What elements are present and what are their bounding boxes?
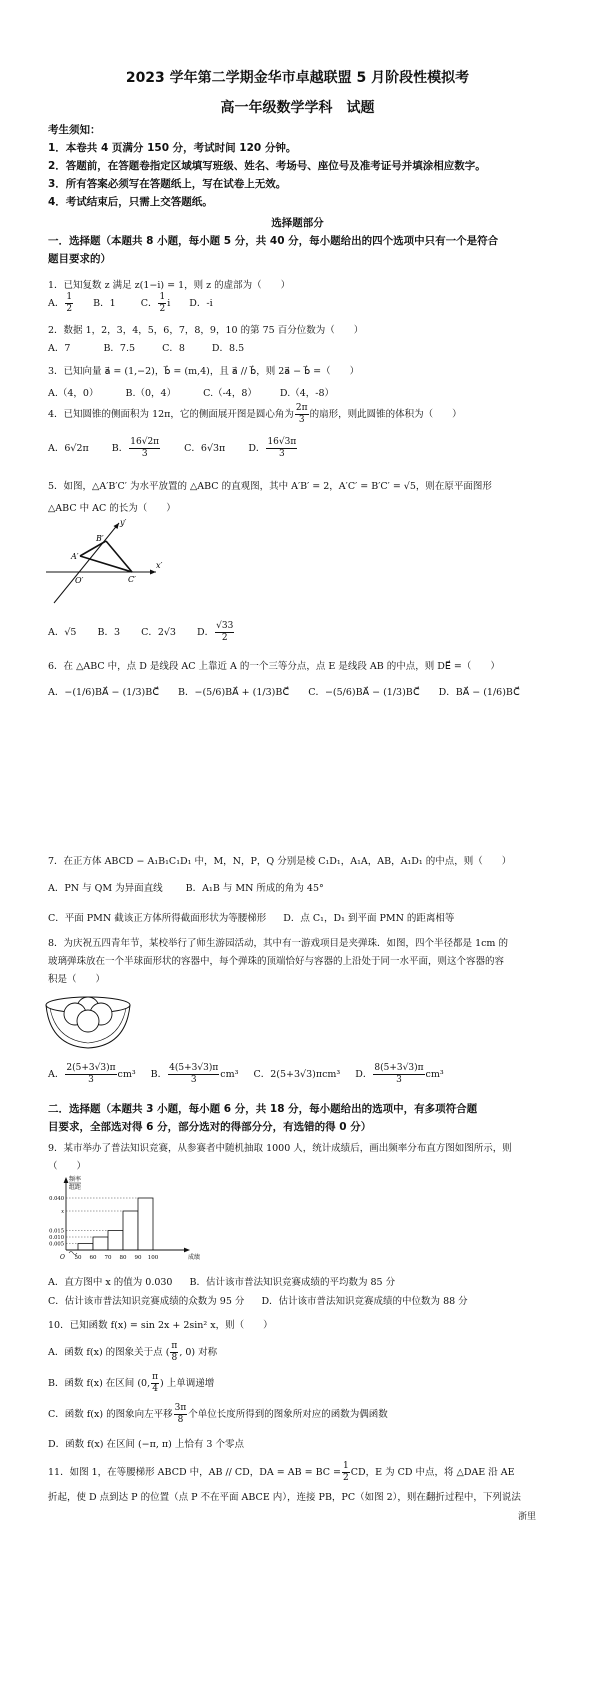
- question-7-stem: 7．在正方体 ABCD − A₁B₁C₁D₁ 中，M，N，P，Q 分别是棱 C₁D₁，A₁A，AB，A₁D₁ 的中点，则（ ）: [48, 856, 512, 867]
- question-9-options-row2: [48, 1293, 468, 1307]
- option-c: C．8: [162, 343, 185, 354]
- option-d: D． $\frac{8(5+3√3)\pi}{3}$ cm³: [355, 1063, 444, 1085]
- option-c: C．6√3π: [184, 443, 226, 454]
- question-5-options: [48, 621, 235, 644]
- option-d: D.（4，-8）: [279, 388, 335, 399]
- question-9-stem: 9．某市举办了普法知识竞赛，从参赛者中随机抽取 1000 人，统计成绩后，画出频率分布直方图如图所示，则: [48, 1143, 512, 1154]
- y-axis-arrow-icon: [64, 1177, 69, 1183]
- histogram-bar: [138, 1198, 153, 1250]
- option-b: B．3: [97, 627, 121, 638]
- option-a: A． $\frac{2(5+3√3)\pi}{3}$ cm³: [48, 1063, 136, 1085]
- histogram-bar: [108, 1231, 123, 1251]
- question-2-options: [48, 340, 244, 354]
- x-axis-arrow-icon: [150, 570, 156, 575]
- triangle-side-ac: [80, 556, 132, 572]
- option-b: B． $\frac{16√2\pi}{3}$: [111, 437, 160, 459]
- histogram-xlabel: 成绩: [188, 1254, 201, 1261]
- option-d: D． $\frac{√33}{2}$: [197, 621, 234, 643]
- option-d: D．BA⃗ − (1/6)BC⃗: [438, 687, 520, 698]
- page-footer: 浙里: [518, 1512, 537, 1522]
- part2-heading: 二．选择题（本题共 3 小题，每小题 6 分，共 18 分，每小题给出的选项中，有多项符合题: [48, 1103, 478, 1115]
- section-label: 选择题部分: [271, 217, 324, 229]
- question-2-stem: 2．数据 1，2，3，4，5，6，7，8，9，10 的第 75 百分位数为（ ）: [48, 325, 364, 336]
- histogram-y-tick: 0.010: [49, 1235, 64, 1241]
- option-b: B．−(5/6)BA⃗ + (1/3)BC⃗: [178, 687, 290, 698]
- question-9-options-row1: [48, 1274, 395, 1288]
- histogram-x-tick: 50: [74, 1255, 82, 1261]
- question-5-stem: 5．如图，△A′B′C′ 为水平放置的 △ABC 的直观图，其中 A′B′ = 2，A′C′ = B′C′ = √5，则在原平面图形: [48, 481, 492, 492]
- question-6-options: [48, 684, 520, 698]
- label-x-prime: x′: [156, 561, 163, 570]
- histogram-bar: [93, 1237, 108, 1250]
- label-y-prime: y′: [120, 518, 127, 527]
- option-d: D． $\frac{16√3\pi}{3}$: [248, 437, 297, 459]
- option-b: B．估计该市普法知识竞赛成绩的平均数为 85 分: [189, 1277, 396, 1288]
- label-a-prime: A′: [71, 552, 79, 561]
- option-d: D．-i: [189, 298, 213, 309]
- page-title: 2023 学年第二学期金华市卓越联盟 5 月阶段性模拟考: [125, 70, 470, 86]
- option-a: A.（4，0）: [48, 388, 99, 399]
- histogram-ylabel-bottom: 组距: [69, 1184, 82, 1191]
- question-7-options-row1: [48, 880, 324, 894]
- question-5-stem-cont: △ABC 中 AC 的长为（ ）: [48, 503, 176, 514]
- histogram-x-tick: 90: [134, 1255, 142, 1261]
- question-6-stem: 6．在 △ABC 中，点 D 是线段 AC 上靠近 A 的一个三等分点，点 E 是线段 AB 的中点，则 DE⃗ =（ ）: [48, 661, 500, 672]
- histogram-bar: [78, 1244, 93, 1251]
- option-a: A．√5: [48, 627, 77, 638]
- notice-item: 4．考试结束后，只需上交答题纸。: [48, 196, 213, 208]
- question-4-stem: 4．已知圆锥的侧面积为 12π，它的侧面展开图是圆心角为 $\frac{2\pi}{3}$ 的扇形，则此圆锥的体积为（ ）: [48, 403, 462, 425]
- x-axis-arrow-icon: [184, 1248, 190, 1253]
- y-axis: [54, 523, 119, 603]
- label-b-prime: B′: [96, 534, 104, 543]
- histogram-x-tick: 100: [147, 1255, 159, 1261]
- question-8-stem-cont: 玻璃弹珠放在一个半球面形状的容器中，每个弹珠的顶端恰好与容器的上沿处于同一水平面，则这个容器的容: [48, 956, 505, 967]
- option-a: A．−(1/6)BA⃗ − (1/3)BC⃗: [48, 687, 159, 698]
- question-8-options: [48, 1063, 444, 1086]
- option-c: C．−(5/6)BA⃗ − (1/3)BC⃗: [308, 687, 420, 698]
- option-c: C．估计该市普法知识竞赛成绩的众数为 95 分: [48, 1296, 245, 1307]
- option-b: B．7.5: [103, 343, 136, 354]
- option-b: B．1: [93, 298, 116, 309]
- part1-heading: 一．选择题（本题共 8 小题，每小题 5 分，共 40 分，每小题给出的四个选项中只有一个是符合: [48, 235, 499, 247]
- question-10-option-b: B．函数 f(x) 在区间 (0, $\frac{\pi}{4}$ ) 上单调递增: [48, 1372, 215, 1394]
- option-b: B．A₁B 与 MN 所成的角为 45°: [185, 883, 324, 894]
- notice-item: 1．本卷共 4 页满分 150 分，考试时间 120 分钟。: [48, 142, 297, 154]
- question-1-stem: 1．已知复数 z 满足 z(1−i) = 1，则 z 的虚部为（ ）: [48, 280, 291, 291]
- question-11-stem-cont: 折起，使 D 点到达 P 的位置（点 P 不在平面 ABCE 内），连接 PB，PC（如图 2），则在翻折过程中，下列说法: [48, 1492, 521, 1503]
- label-c-prime: C′: [128, 575, 136, 584]
- option-b: B． $\frac{4(5+3√3)\pi}{3}$ cm³: [150, 1063, 239, 1085]
- notice-item: 3．所有答案必须写在答题纸上，写在试卷上无效。: [48, 178, 287, 190]
- question-10-stem: 10．已知函数 f(x) = sin 2x + 2sin² x，则（ ）: [48, 1320, 273, 1331]
- label-origin: O′: [75, 576, 84, 585]
- histogram-y-tick: x: [61, 1209, 64, 1215]
- question-10-option-d: D．函数 f(x) 在区间 (−π, π) 上恰有 3 个零点: [48, 1439, 244, 1450]
- question-7-options-row2: [48, 910, 454, 924]
- option-a: A．PN 与 QM 为异面直线: [48, 883, 163, 894]
- option-a: A． $\frac{1}{2}$: [48, 292, 73, 314]
- question-9-stem-cont: （ ）: [48, 1161, 87, 1172]
- histogram-y-tick: 0.015: [49, 1228, 64, 1235]
- option-a: A．直方图中 x 的值为 0.030: [48, 1277, 173, 1288]
- question-10-option-c: C．函数 f(x) 的图象向左平移 $\frac{3\pi}{8}$ 个单位长度所得到的图象所对应的函数为偶函数: [48, 1403, 388, 1425]
- option-c: C．2(5+3√3)πcm³: [253, 1069, 341, 1080]
- question-10-option-a: A．函数 f(x) 的图象关于点 ( $\frac{\pi}{8}$ , 0) 对称: [48, 1341, 218, 1363]
- part1-heading-cont: 题目要求的）: [48, 253, 111, 265]
- histogram-origin: O: [60, 1254, 65, 1261]
- question-11-stem: 11．如图 1，在等腰梯形 ABCD 中，AB // CD，DA = AB = BC = $\frac{1}{2}$ CD，E 为 CD 中点，将 △DAE 沿 AE: [48, 1461, 515, 1483]
- option-a: A．6√2π: [48, 443, 89, 454]
- part2-heading-cont: 目要求，全部选对得 6 分，部分选对的得部分分，有选错的得 0 分）: [48, 1121, 372, 1133]
- frequency-histogram: [44, 1174, 204, 1266]
- triangle-side-ab: [80, 541, 106, 556]
- option-d: D．点 C₁，D₁ 到平面 PMN 的距离相等: [283, 913, 455, 924]
- notice-item: 2．答题前，在答题卷指定区域填写班级、姓名、考场号、座位号及准考证号并填涂相应数字。: [48, 160, 486, 172]
- option-c: C．平面 PMN 截该正方体所得截面形状为等腰梯形: [48, 913, 267, 924]
- question-3-options: [48, 385, 334, 399]
- oblique-triangle-figure: [44, 515, 174, 607]
- question-1-options: [48, 292, 213, 315]
- option-d: D．8.5: [211, 343, 245, 354]
- page-subtitle: 高一年级数学学科 试题: [220, 100, 375, 116]
- question-8-stem-cont: 积是（ ）: [48, 974, 106, 985]
- notice-heading: 考生须知：: [48, 124, 101, 136]
- histogram-x-tick: 80: [119, 1255, 127, 1261]
- marble-front: [77, 1010, 99, 1032]
- histogram-x-tick: 60: [89, 1255, 97, 1261]
- option-b: B.（0，4）: [125, 388, 177, 399]
- histogram-y-tick: 0.005: [49, 1241, 64, 1248]
- histogram-x-tick: 70: [104, 1255, 112, 1261]
- option-d: D．估计该市普法知识竞赛成绩的中位数为 88 分: [261, 1296, 468, 1307]
- question-8-stem: 8．为庆祝五四青年节，某校举行了师生游园活动，其中有一游戏项目是夹弹珠．如图，四个半径都是 1cm 的: [48, 938, 508, 949]
- histogram-bar: [123, 1211, 138, 1250]
- option-c: C．2√3: [141, 627, 176, 638]
- bowl-with-marbles-figure: [44, 988, 132, 1050]
- question-4-options: [48, 437, 298, 460]
- option-c: C.（-4，8）: [203, 388, 257, 399]
- question-3-stem: 3．已知向量 a⃗ = (1,−2)，b⃗ = (m,4)，且 a⃗ // b⃗，则 2a⃗ − b⃗ =（ ）: [48, 366, 360, 377]
- histogram-y-tick: 0.040: [49, 1196, 64, 1202]
- option-c: C． $\frac{1}{2}$ i: [140, 292, 171, 314]
- histogram-ylabel-top: 频率: [69, 1176, 82, 1183]
- option-a: A．7: [48, 343, 71, 354]
